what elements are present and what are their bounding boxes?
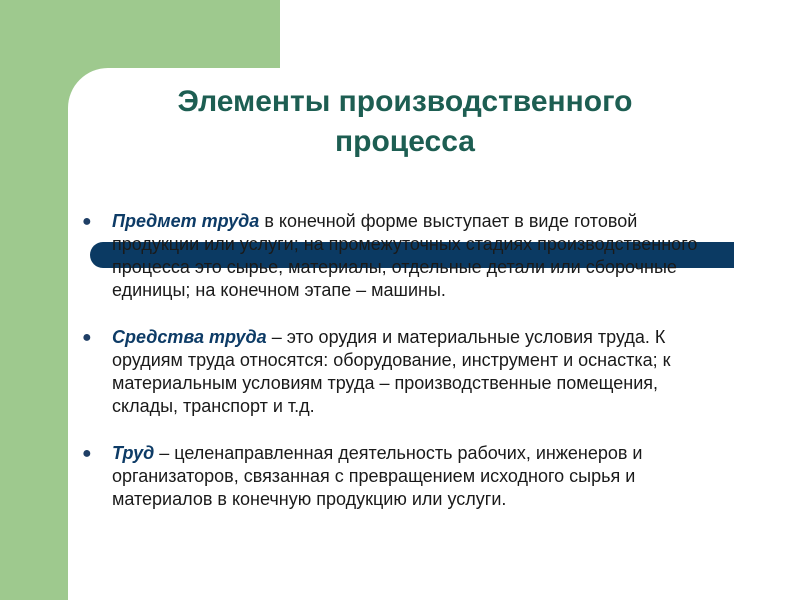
bullet-item-labor [78,442,718,511]
bullet-list [78,210,718,535]
bullet-term: Предмет труда [112,211,260,231]
slide-title [110,82,700,162]
bullet-item-means-of-labor [78,326,718,418]
bullet-item-subject-of-labor [78,210,718,302]
bullet-dot-icon: ● [82,445,92,462]
slide-title-line-2: процесса [335,125,475,158]
bullet-term: Средства труда [112,327,267,347]
slide-title-line-1: Элементы производственного [177,85,633,118]
bullet-dot-icon: ● [82,213,92,230]
bullet-text: в конечной форме выступает в виде готовой продукции или услуги; на промежуточных стадиях производственного процесса это сырье, материалы, отдельные детали или сборочные единицы; на конечном этапе – машины. [112,211,698,300]
bullet-term: Труд [112,443,155,463]
bullet-dot-icon: ● [82,329,92,346]
bullet-text: – целенаправленная деятельность рабочих, инженеров и организаторов, связанная с превращением исходного сырья и материалов в конечную продукцию или услуги. [112,443,643,509]
bullet-text: – это орудия и материальные условия труда. К орудиям труда относятся: оборудование, инструмент и оснастка; к материальным условиям труда – производственные помещения, склады, транспорт и т.д. [112,327,671,416]
